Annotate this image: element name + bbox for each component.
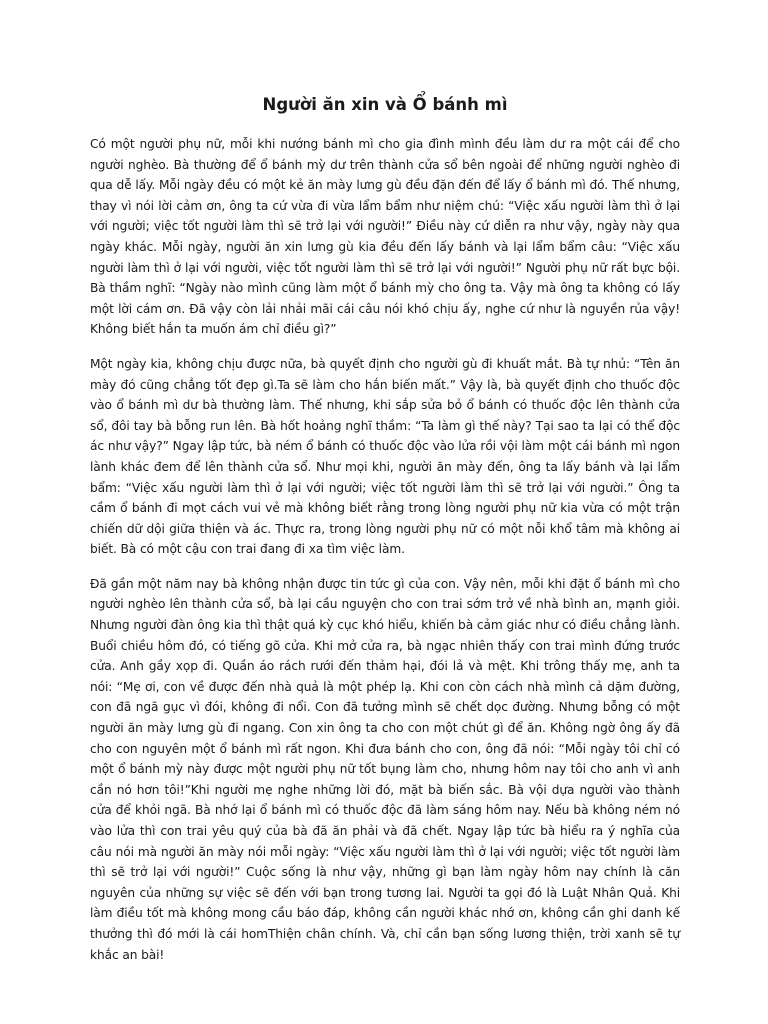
document-title: Người ăn xin và Ổ bánh mì [262, 95, 508, 114]
paragraph-1: Có một người phụ nữ, mỗi khi nướng bánh mì cho gia đình mình đều làm dư ra một cái để cho người nghèo. Bà thường để ổ bánh mỳ dư trên thành cửa sổ bên ngoài để những người nghèo đi qua dễ lấy. Mỗi ngày đều có một kẻ ăn mày lưng gù đều đặn đến để lấy ổ bánh mì đó. Thế nhưng, thay vì nói lời cảm ơn, ông ta cứ vừa đi vừa lẩm bẩm như niệm chú: “Việc xấu người làm thì ở lại với người; việc tốt người làm thì sẽ trở lại với người!” Điều này cứ diễn ra như vậy, ngày này qua ngày khác. Mỗi ngày, người ăn xin lưng gù kia đều đến lấy bánh và lại lẩm bẩm câu: “Việc xấu người làm thì ở lại với người, việc tốt người làm thì sẽ trở lại với người!” Người phụ nữ rất bực bội. Bà thầm nghĩ: “Ngày nào mình cũng làm một ổ bánh mỳ cho ông ta. Vậy mà ông ta không có lấy một lời cám ơn. Đã vậy còn lải nhải mãi cái câu nói khó chịu ấy, nghe cứ như là nguyền rủa vậy! Không biết hắn ta muốn ám chỉ điều gì?” [90, 137, 680, 337]
paragraph-3: Đã gần một năm nay bà không nhận được tin tức gì của con. Vậy nên, mỗi khi đặt ổ bánh mì cho người nghèo lên thành cửa sổ, bà lại cầu nguyện cho con trai sớm trở về nhà bình an, mạnh giỏi. Nhưng người đàn ông kia thì thật quá kỳ cục khó hiểu, khiến bà cảm giác như có điều chẳng lành. Buổi chiều hôm đó, có tiếng gõ cửa. Khi mở cửa ra, bà ngạc nhiên thấy con trai mình đứng trước cửa. Anh gầy xọp đi. Quần áo rách rưới đến thảm hại, đói lả và mệt. Khi trông thấy mẹ, anh ta nói: “Mẹ ơi, con về được đến nhà quả là một phép lạ. Khi con còn cách nhà mình cả dặm đường, con đã ngã gục vì đói, không đi nổi. Con đã tưởng mình sẽ chết dọc đường. Nhưng bỗng có một người ăn mày lưng gù đi ngang. Con xin ông ta cho con một chút gì để ăn. Không ngờ ông ấy đã cho con nguyên một ổ bánh mì rất ngon. Khi đưa bánh cho con, ông đã nói: “Mỗi ngày tôi chỉ có một ổ bánh mỳ này được một người phụ nữ tốt bụng làm cho, nhưng hôm nay tôi cho anh vì anh cần nó hơn tôi!”Khi người mẹ nghe những lời đó, mặt bà biến sắc. Bà vội dựa người vào thành cửa để khỏi ngã. Bà nhớ lại ổ bánh mì có thuốc độc đã làm sáng hôm nay. Nếu bà không ném nó vào lửa thì con trai yêu quý của bà đã ăn phải và đã chết. Ngay lập tức bà hiểu ra ý nghĩa của câu nói mà người ăn mày nói mỗi ngày: “Việc xấu người làm thì ở lại với người; việc tốt người làm thì sẽ trở lại với người!” Cuộc sống là như vậy, những gì bạn làm ngày hôm nay chính là căn nguyên của những sự việc sẽ đến với bạn trong tương lai. Người ta gọi đó là Luật Nhân Quả. Khi làm điều tốt mà không mong cầu báo đáp, không cần người khác nhớ ơn, không cần ghi danh kế thưởng thì đó mới là cái homThiện chân chính. Và, chỉ cần bạn sống lương thiện, trời xanh sẽ tự khắc an bài! [90, 576, 680, 962]
paragraph-2: Một ngày kia, không chịu được nữa, bà quyết định cho người gù đi khuất mắt. Bà tự nhủ: “Tên ăn mày đó cũng chẳng tốt đẹp gì.Ta sẽ làm cho hắn biến mất.” Vậy là, bà quyết định cho thuốc độc vào ổ bánh mì dư bà thường làm. Thế nhưng, khi sắp sửa bỏ ổ bánh có thuốc độc lên thành cửa sổ, đôi tay bà bỗng run lên. Bà hốt hoảng nghĩ thầm: “Ta làm gì thế này? Tại sao ta lại có thể độc ác như vậy?” Ngay lập tức, bà ném ổ bánh có thuốc độc vào lửa rồi vội làm một cái bánh mì ngon lành khác đem để lên thành cửa sổ. Như mọi khi, người ăn mày đến, ông ta lấy bánh và lại lẩm bẩm: “Việc xấu người làm thì ở lại với người; việc tốt người làm thì sẽ trở lại với người.” Ông ta cầm ổ bánh đi mọt cách vui vẻ mà không biết rằng trong lòng người phụ nữ kia vừa có một trận chiến dữ dội giữa thiện và ác. Thực ra, trong lòng người phụ nữ có một nỗi khổ tâm mà không ai biết. Bà có một cậu con trai đang đi xa tìm việc làm. [90, 356, 680, 557]
document-page [90, 92, 680, 979]
